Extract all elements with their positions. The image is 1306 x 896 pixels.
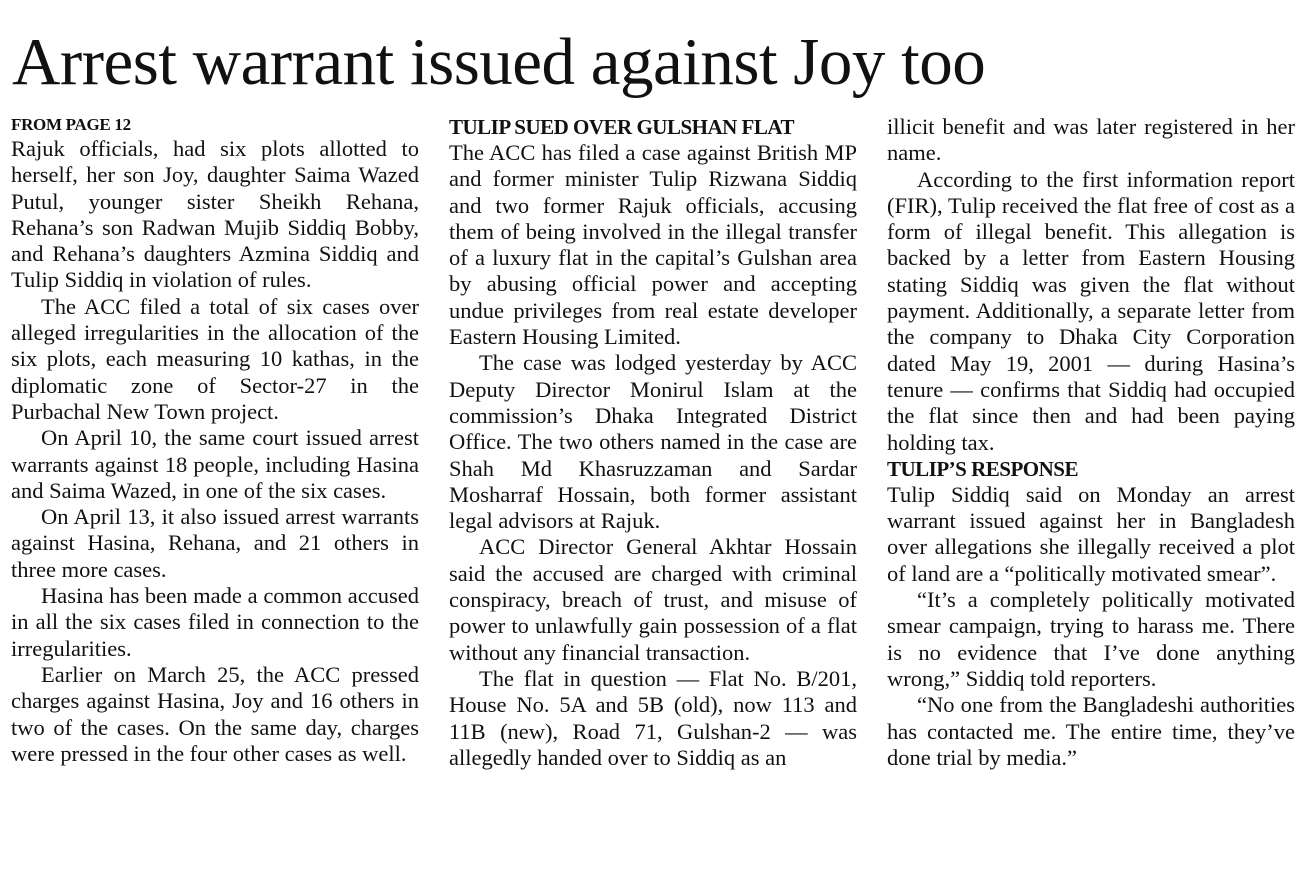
headline: Arrest warrant issued against Joy too	[12, 25, 986, 99]
paragraph: The ACC has filed a case against British MP and former minister Tulip Rizwana Siddiq and two former Rajuk officials, accusing them of being involved in the illegal transfer of a luxury flat in the capital’s Gulshan area by abusing official power and accepting undue privileges from real estate developer Eastern Housing Limited.	[449, 140, 857, 350]
paragraph: On April 13, it also issued arrest warrants against Hasina, Rehana, and 21 others in three more cases.	[11, 504, 419, 582]
paragraph: “No one from the Bangladeshi authorities has contacted me. The entire time, they’ve done trial by media.”	[887, 692, 1295, 770]
section-subhead: TULIP’S RESPONSE	[887, 456, 1078, 481]
paragraph: The ACC filed a total of six cases over alleged irregularities in the allocation of the six plots, each measuring 10 kathas, in the diplomatic zone of Sector-27 in the Purbachal New Town project.	[11, 293, 419, 424]
paragraph: Hasina has been made a common accused in all the six cases filed in connection to the irregularities.	[11, 583, 419, 661]
paragraph: Tulip Siddiq said on Monday an arrest warrant issued against her in Bangladesh over allegations she illegally received a plot of land are a “politically motivated smear”.	[887, 481, 1295, 586]
paragraph: The case was lodged yesterday by ACC Deputy Director Monirul Islam at the commission’s Dhaka Integrated District Office. The two others named in the case are Shah Md Khasruzzaman and Sardar Mosharraf Hossain, both former assistant legal advisors at Rajuk.	[449, 350, 857, 534]
paragraph: Rajuk officials, had six plots allotted to herself, her son Joy, daughter Saima Wazed Putul, younger sister Sheikh Rehana, Rehana’s son Radwan Mujib Siddiq Bobby, and Rehana’s daughters Azmina Siddiq and Tulip Siddiq in violation of rules.	[11, 136, 419, 293]
article-column-1	[11, 114, 419, 767]
paragraph: ACC Director General Akhtar Hossain said the accused are charged with criminal conspiracy, breach of trust, and misuse of power to unlawfully gain possession of a flat without any financial transaction.	[449, 534, 857, 665]
paragraph: On April 10, the same court issued arrest warrants against 18 people, including Hasina and Saima Wazed, in one of the six cases.	[11, 425, 419, 503]
article-column-2	[449, 114, 857, 771]
paragraph: illicit benefit and was later registered in her name.	[887, 114, 1295, 166]
paragraph: According to the first information report (FIR), Tulip received the flat free of cost as a form of illegal benefit. This allegation is backed by a letter from Eastern Housing stating Siddiq was given the flat without payment. Additionally, a separate letter from the company to Dhaka City Corporation dated May 19, 2001 — during Hasina’s tenure — confirms that Siddiq had occupied the flat since then and had been paying holding tax.	[887, 166, 1295, 455]
continuation-kicker: FROM PAGE 12	[11, 115, 131, 134]
paragraph: Earlier on March 25, the ACC pressed charges against Hasina, Joy and 16 others in two of the cases. On the same day, charges were pressed in the four other cases as well.	[11, 661, 419, 766]
paragraph: “It’s a completely politically motivated smear campaign, trying to harass me. There is no evidence that I’ve done anything wrong,” Siddiq told reporters.	[887, 587, 1295, 691]
paragraph: The flat in question — Flat No. B/201, House No. 5A and 5B (old), now 113 and 11B (new), Road 71, Gulshan-2 — was allegedly handed over to Siddiq as an	[449, 665, 857, 770]
article-column-3	[887, 114, 1295, 771]
section-subhead: TULIP SUED OVER GULSHAN FLAT	[449, 115, 795, 139]
